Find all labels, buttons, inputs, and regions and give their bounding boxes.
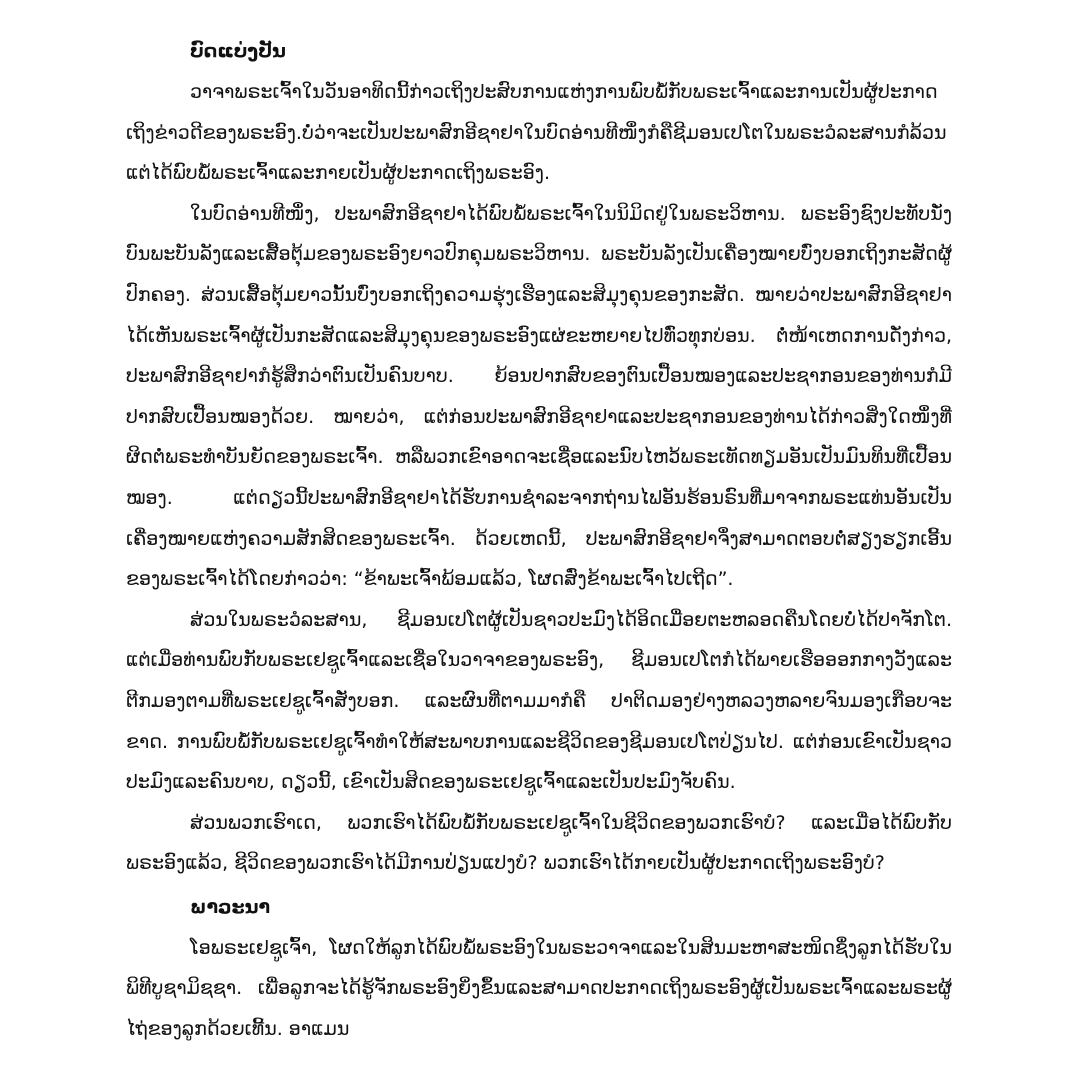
paragraph-gospel: ສ່ວນໃນພຣະວໍລະສານ, ຊີມອນເປໂຕຜູ້ເປັນຊາວປະມົງໄດ້ອິດເມື່ອຍຕະຫລອດຄືນໂດຍບໍ່ໄດ້ປາຈັກໂຕ. ແຕ່ເມື່ອທ່ານພົບກັບພຣະເຢຊູເຈົ້າແລະເຊື່ອໃນວາຈາຂອງພຣະອົງ, ຊີມອນເປໂຕກໍໄດ້ພາຍເຮືອອອກກາງວັງແລະຕີກມອງຕາມທີ່ພຣະເຢຊູເຈົ້າສັ່ງບອກ. ແລະຜົນທີ່ຕາມມາກໍຄື ປາຕິດມອງຢ່າງຫລວງຫລາຍຈົນມອງເກືອບຈະຂາດ. ການພົບພໍ້ກັບພຣະເຢຊູເຈົ້າທຳໃຫ້ສະພາບການແລະຊີວິດຂອງຊີມອນເປໂຕປ່ຽນໄປ. ແຕ່ກ່ອນເຂົາເປັນຊາວປະມົງແລະຄົນບາບ, ດຽວນີ້, ເຂົາເປັນສິດຂອງພຣະເຢຊູເຈົ້າແລະເປັນປະມົງຈັບຄົນ. — [126, 608, 952, 794]
section-heading-reflection: ບົດແບ່ງປັນ — [190, 40, 286, 62]
section-heading-prayer: ພາວະນາ — [190, 895, 271, 918]
paragraph-first-reading: ໃນບົດອ່ານທີໜຶ່ງ, ປະພາສົກອີຊາຢາໄດ້ພົບພໍ້ພຣະເຈົ້າໃນນິມິດຢູ່ໃນພຣະວິຫານ. ພຣະອົງຊົງປະທັບນັ່ງບົນພະບັນລັງແລະເສື້ອຕຸ້ມຂອງພຣະອົງຍາວປົກຄຸມພຣະວິຫານ. ພຣະບັນລັງເປັນເຄື່ອງໝາຍບົ່ງບອກເຖິງກະສັດຜູ້ປົກຄອງ. ສ່ວນເສື້ອຕຸ້ມຍາວນັ້ນບົ່ງບອກເຖິງຄວາມຮຸ່ງເຮືອງແລະສິມຸງຄຸນຂອງກະສັດ. ໝາຍວ່າປະພາສົກອີຊາຢາໄດ້ເຫັນພຣະເຈົ້າຜູ້ເປັນກະສັດແລະສິມຸງຄຸນຂອງພຣະອົງແຜ່ຂະຫຍາຍໄປທົ່ວທຸກບ່ອນ. ຕໍ່ໜ້າເຫດການດັ່ງກ່າວ, ປະພາສົກອີຊາຢາກໍຮູ້ສຶກວ່າຕົນເປັນຄົນບາບ. ຍ້ອນປາກສົບຂອງຕົນເປື້ອນໝອງແລະປະຊາກອນຂອງທ່ານກໍມີປາກສົບເປື້ອນໝອງດ້ວຍ. ໝາຍວ່າ, ແຕ່ກ່ອນປະພາສົກອີຊາຢາແລະປະຊາກອນຂອງທ່ານໄດ້ກ່າວສິ່ງໃດໜຶ່ງທີ່ຜິດຕໍ່ພຣະທຳບັນຍັດຂອງພຣະເຈົ້າ. ຫລືພວກເຂົາອາດຈະເຊື່ອແລະນົບໄຫວ້ພຣະເທັດທຽມອັນເປັນມົນທິນທີ່ເປື້ອນໝອງ. ແຕ່ດຽວນີ້ປະພາສົກອີຊາຢາໄດ້ຮັບການຊຳລະຈາກຖ່ານໄຟອັນຮ້ອນຣົນທີ່ມາຈາກພຣະແທ່ນອັນເປັນເຄື່ອງໝາຍແຫ່ງຄວາມສັກສິດຂອງພຣະເຈົ້າ. ດ້ວຍເຫດນີ້, ປະພາສົກອີຊາຢາຈຶ່ງສາມາດຕອບຕໍ່ສຽງຮຽກເອີ້ນຂອງພຣະເຈົ້າໄດ້ໂດຍກ່າວວ່າ: “ຂ້າພະເຈົ້າພ້ອມແລ້ວ, ໂຜດສົ່ງຂ້າພະເຈົ້າໄປເຖີດ”. — [126, 202, 952, 591]
paragraph-reflection-question: ສ່ວນພວກເຮົາເດ, ພວກເຮົາໄດ້ພົບພໍ້ກັບພຣະເຢຊູເຈົ້າໃນຊີວິດຂອງພວກເຮົາບໍ? ແລະເມື່ອໄດ້ພົບກັບພຣະອົງແລ້ວ, ຊີວິດຂອງພວກເຮົາໄດ້ມີການປ່ຽນແປງບໍ? ພວກເຮົາໄດ້ກາຍເປັນຜູ້ປະກາດເຖິງພຣະອົງບໍ? — [126, 811, 952, 875]
paragraph-intro: ວາຈາພຣະເຈົ້າໃນວັນອາທິດນີ້ກ່າວເຖິງປະສົບການແຫ່ງການພົບພໍ້ກັບພຣະເຈົ້າແລະການເປັນຜູ້ປະກາດເຖິງຂ່າວດີຂອງພຣະອົງ.ບໍ່ວ່າຈະເປັນປະພາສົກອີຊາຢາໃນບົດອ່ານທີໜຶ່ງກໍຄືຊີມອນເປໂຕໃນພຣະວໍລະສານກໍລ້ວນແຕ່ໄດ້ພົບພໍ້ພຣະເຈົ້າແລະກາຍເປັນຜູ້ປະກາດເຖິງພຣະອົງ. — [126, 81, 947, 185]
paragraph-prayer: ໂອພຣະເຢຊູເຈົ້າ, ໂຜດໃຫ້ລູກໄດ້ພົບພໍ້ພຣະອົງໃນພຣະວາຈາແລະໃນສິນມະຫາສະໜິດຊຶ່ງລູກໄດ້ຮັບໃນພິທີບູຊາມິຊຊາ. ເພື່ອລູກຈະໄດ້ຮູ້ຈັກພຣະອົງຍິ່ງຂຶ້ນແລະສາມາດປະກາດເຖິງພຣະອົງຜູ້ເປັນພຣະເຈົ້າແລະພຣະຜູ້ໄຖ່ຂອງລູກດ້ວຍເທີ້ນ. ອາແມນ — [126, 936, 952, 1041]
document-page — [126, 30, 952, 1050]
